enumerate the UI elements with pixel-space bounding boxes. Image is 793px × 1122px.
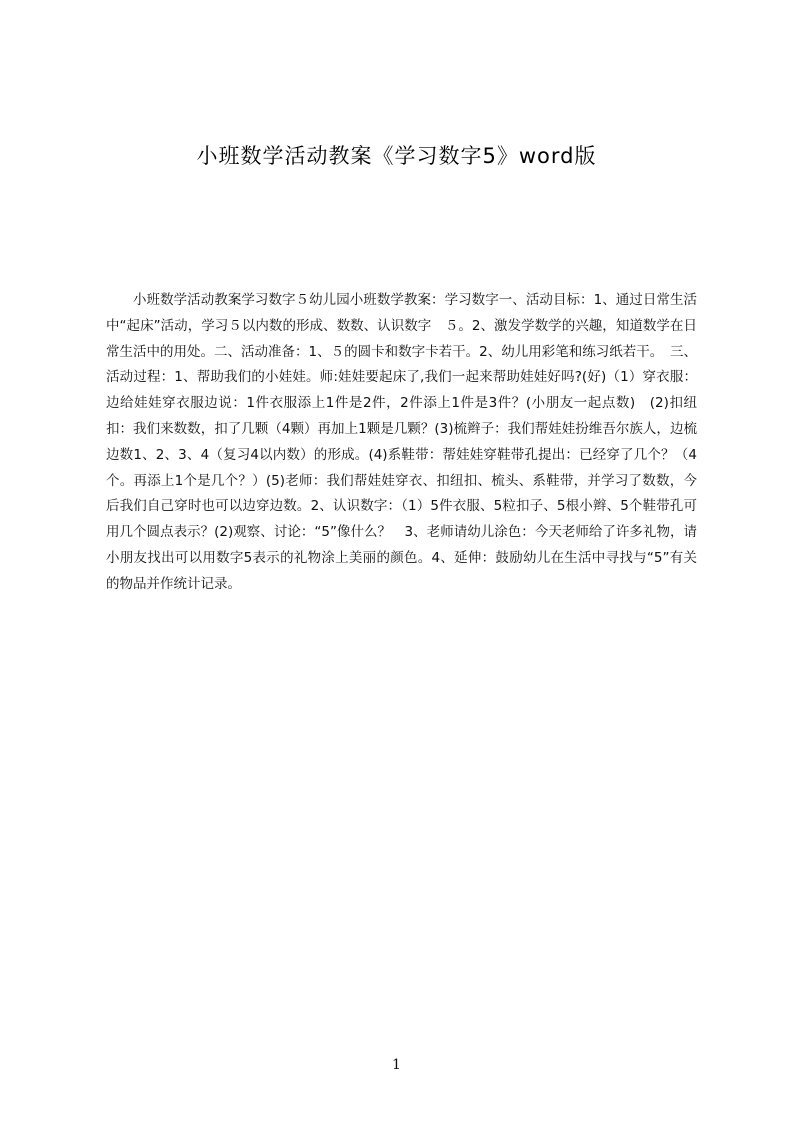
document-title: 小班数学活动教案《学习数字5》word版 — [196, 144, 597, 168]
document-body-paragraph: 小班数学活动教案学习数字５幼儿园小班数学教案：学习数字一、活动目标：1、通过日常生活中“起床”活动，学习５以内数的形成、数数、认识数字 ５。2、激发学数学的兴趣，知道数学在日常生活中的用处。二、活动准备：1、５的圆卡和数字卡若干。2、幼儿用彩笔和练习纸若干。 三、活动过程：1、帮助我们的小娃娃。师:娃娃要起床了,我们一起来帮助娃娃好吗?(好)（1）穿衣服：边给娃娃穿衣服边说：1件衣服添上1件是2件，2件添上1件是3件？(小朋友一起点数) (2)扣纽扣：我们来数数，扣了几颗（4颗）再加上1颗是几颗？(3)梳辫子：我们帮娃娃扮维吾尔族人，边梳边数1、2、3、4（复习4以内数）的形成。(4)系鞋带：帮娃娃穿鞋带孔提出：已经穿了几个？（4个。再添上1个是几个？）(5)老师：我们帮娃娃穿衣、扣纽扣、梳头、系鞋带，并学习了数数，今后我们自己穿时也可以边穿边数。2、认识数字：（1）5件衣服、5粒扣子、5根小辫、5个鞋带孔可用几个圆点表示？(2)观察、讨论：“5”像什么？ 3、老师请幼儿涂色：今天老师给了许多礼物，请小朋友找出可以用数字5表示的礼物涂上美丽的颜色。4、延伸：鼓励幼儿在生活中寻找与“5”有关的物品并作统计记录。 — [106, 292, 697, 592]
page-number: 1 — [392, 1057, 401, 1073]
